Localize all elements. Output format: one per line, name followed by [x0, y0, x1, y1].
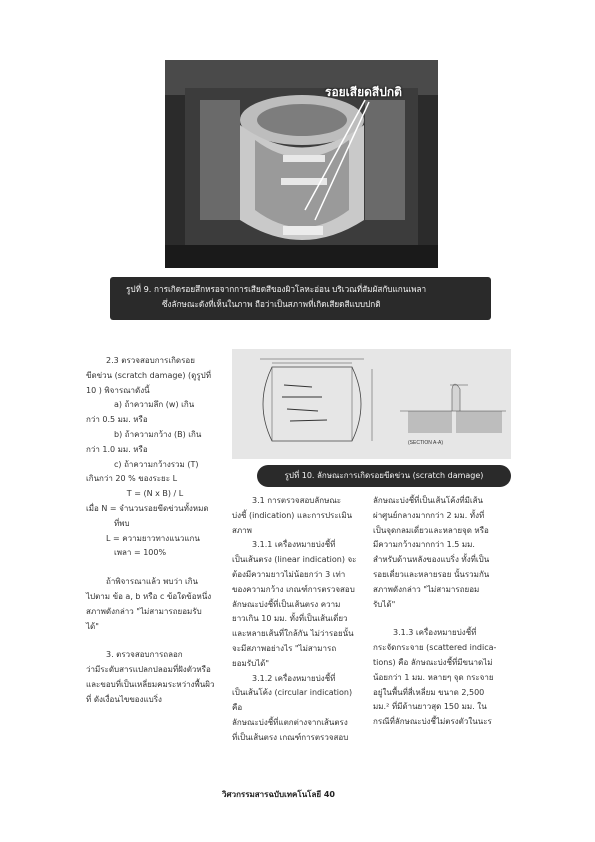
figure-9-caption-line2: ซึ่งลักษณะดังที่เห็นในภาพ ถือว่าเป็นสภาพที่เกิดเสียดสีแบบปกติ — [162, 299, 381, 309]
photo-callout-label: รอยเสียดสีปกติ — [325, 85, 402, 99]
figure-9-caption-line1: รูปที่ 9. การเกิดรอยสึกหรอจากการเสียดสีของผิวโลหะอ่อน บริเวณที่สัมผัสกับแกนเพลา — [126, 284, 427, 294]
paragraph-line: น้อยกว่า 1 มม. หลายๆ จุด กระจาย — [373, 672, 494, 682]
column-3-text — [373, 494, 508, 730]
paragraph-line: กว่า 1.0 มม. หรือ — [86, 444, 148, 454]
paragraph-line: ลักษณะบ่งชี้ที่เป็นเส้นตรง ความ — [232, 599, 341, 609]
paragraph-line: ได้" — [86, 621, 99, 631]
page-footer: วิศวกรรมสารฉบับเทคโนโลยี 40 — [222, 790, 335, 799]
column-1-text — [86, 354, 224, 708]
paragraph-line: กว่า 0.5 มม. หรือ — [86, 415, 148, 425]
figure-9-caption — [110, 277, 491, 320]
paragraph-line: สำหรับด้านหลังของแบริ่ง ทั้งที่เป็น — [373, 555, 490, 565]
paragraph-line: ที่ ดังเงื่อนไขของแบริ่ง — [86, 694, 162, 704]
paragraph-line: ยอมรับได้" — [232, 658, 270, 668]
paragraph-line: บ่งชี้ (indication) และการประเมิน — [232, 510, 353, 520]
paragraph-line: L = ความยาวทางแนวแกน — [106, 533, 200, 543]
paragraph-line: ต้องมีความยาวไม่น้อยกว่า 3 เท่า — [232, 569, 346, 579]
paragraph-line: เป็นเส้นโค้ง (circular indication) คือ — [232, 688, 353, 713]
paragraph-line: 2.3 ตรวจสอบการเกิดรอย — [106, 356, 195, 365]
paragraph-line: b) ถ้าความกว้าง (B) เกิน — [114, 429, 202, 439]
paragraph-line: และหลายเส้นที่ใกล้กัน ไม่ว่ารอยนั้น — [232, 629, 354, 639]
figure-10-caption: รูปที่ 10. ลักษณะการเกิดรอยขีดข่วน (scratch damage) — [257, 465, 511, 487]
paragraph-line: ไปตาม ข้อ a, b หรือ c ข้อใดข้อหนึ่ง — [86, 591, 212, 601]
paragraph-line: เป็นจุดกลมเดี่ยวและหลายจุด หรือ — [373, 525, 489, 535]
paragraph-line: เป็นเส้นตรง (linear indication) จะ — [232, 555, 357, 565]
paragraph-line: 3.1.1 เครื่องหมายบ่งชี้ที่ — [252, 540, 336, 550]
paragraph-line: กรณีที่ลักษณะบ่งชี้ไม่ตรงตัวในนะร — [373, 717, 492, 727]
paragraph-line: ที่เป็นเส้นตรง เกณฑ์การตรวจสอบ — [232, 732, 349, 742]
paragraph-line: รับได้" — [373, 599, 396, 609]
paragraph-line: ลักษณะบ่งชี้ที่เป็นเส้นโค้งที่มีเส้น — [373, 496, 483, 505]
paragraph-line: ยาวเกิน 10 มม. ทั้งที่เป็นเส้นเดี่ยว — [232, 614, 348, 624]
paragraph-line: c) ถ้าความกว้างรวม (T) — [114, 459, 199, 469]
scratch-diagram — [232, 349, 511, 459]
paragraph-line: มีความกว้างมากกว่า 1.5 มม. — [373, 540, 475, 550]
paragraph-line: tions) คือ ลักษณะบ่งชี้ที่มีขนาดไม่ — [373, 657, 493, 667]
paragraph-line: กระจัดกระจาย (scattered indica- — [373, 643, 497, 653]
paragraph-line: 3.1.2 เครื่องหมายบ่งชี้ที่ — [252, 673, 336, 683]
paragraph-line: a) ถ้าความลึก (w) เกิน — [114, 400, 195, 410]
section-heading: 3. ตรวจสอบการถลอก — [106, 650, 183, 660]
paragraph-line: จะมีสภาพอย่างไร "ไม่สามารถ — [232, 643, 337, 653]
column-2-text — [232, 494, 362, 746]
paragraph-line: เกินกว่า 20 % ของระยะ L — [86, 474, 178, 484]
paragraph-line: 3.1 การตรวจสอบลักษณะ — [252, 496, 342, 505]
paragraph-line: ผ่าศูนย์กลางมากกว่า 2 มม. ทั้งที่ — [373, 510, 485, 520]
paragraph-line: อยู่ในพื้นที่สี่เหลี่ยม ขนาด 2,500 — [373, 687, 485, 697]
paragraph-line: ขีดข่วน (scratch damage) (ดูรูปที่ — [86, 370, 211, 380]
paragraph-line: ที่พบ — [114, 518, 130, 528]
paragraph-line: เมื่อ N = จำนวนรอยขีดข่วนทั้งหมด — [86, 503, 209, 513]
paragraph-line: ว่ามีระดับสารแปลกปลอมที่ฝังตัวหรือ — [86, 665, 211, 675]
paragraph-line: รอยเดี่ยวและหลายรอย นั้นรวมกัน — [373, 569, 490, 579]
paragraph-line: มม.² ที่มีด้านยาวสุด 150 มม. ใน — [373, 702, 487, 712]
paragraph-line: ลักษณะบ่งชี้ที่แตกต่างจากเส้นตรง — [232, 717, 348, 727]
paragraph-line: สภาพดังกล่าว "ไม่สามารถยอม — [373, 584, 480, 594]
paragraph-line: เพลา = 100% — [114, 548, 167, 558]
figure-10-diagram — [232, 349, 511, 459]
section-label: (SECTION A-A) — [408, 440, 444, 446]
paragraph-line: ของความกว้าง เกณฑ์การตรวจสอบ — [232, 584, 355, 594]
bearing-photo — [165, 60, 438, 268]
paragraph-line: 3.1.3 เครื่องหมายบ่งชี้ที่ — [393, 628, 477, 638]
paragraph-line: สภาพดังกล่าว "ไม่สามารถยอมรับ — [86, 606, 202, 616]
paragraph-line: สภาพ — [232, 525, 252, 535]
paragraph-line: และขอบที่เป็นเหลี่ยมคมระหว่างพื้นผิว — [86, 679, 215, 689]
formula: T = (N x B) / L — [126, 489, 184, 499]
paragraph-line: ถ้าพิจารณาแล้ว พบว่า เกิน — [106, 577, 199, 587]
paragraph-line: 10 ) พิจารณาดังนี้ — [86, 385, 150, 395]
